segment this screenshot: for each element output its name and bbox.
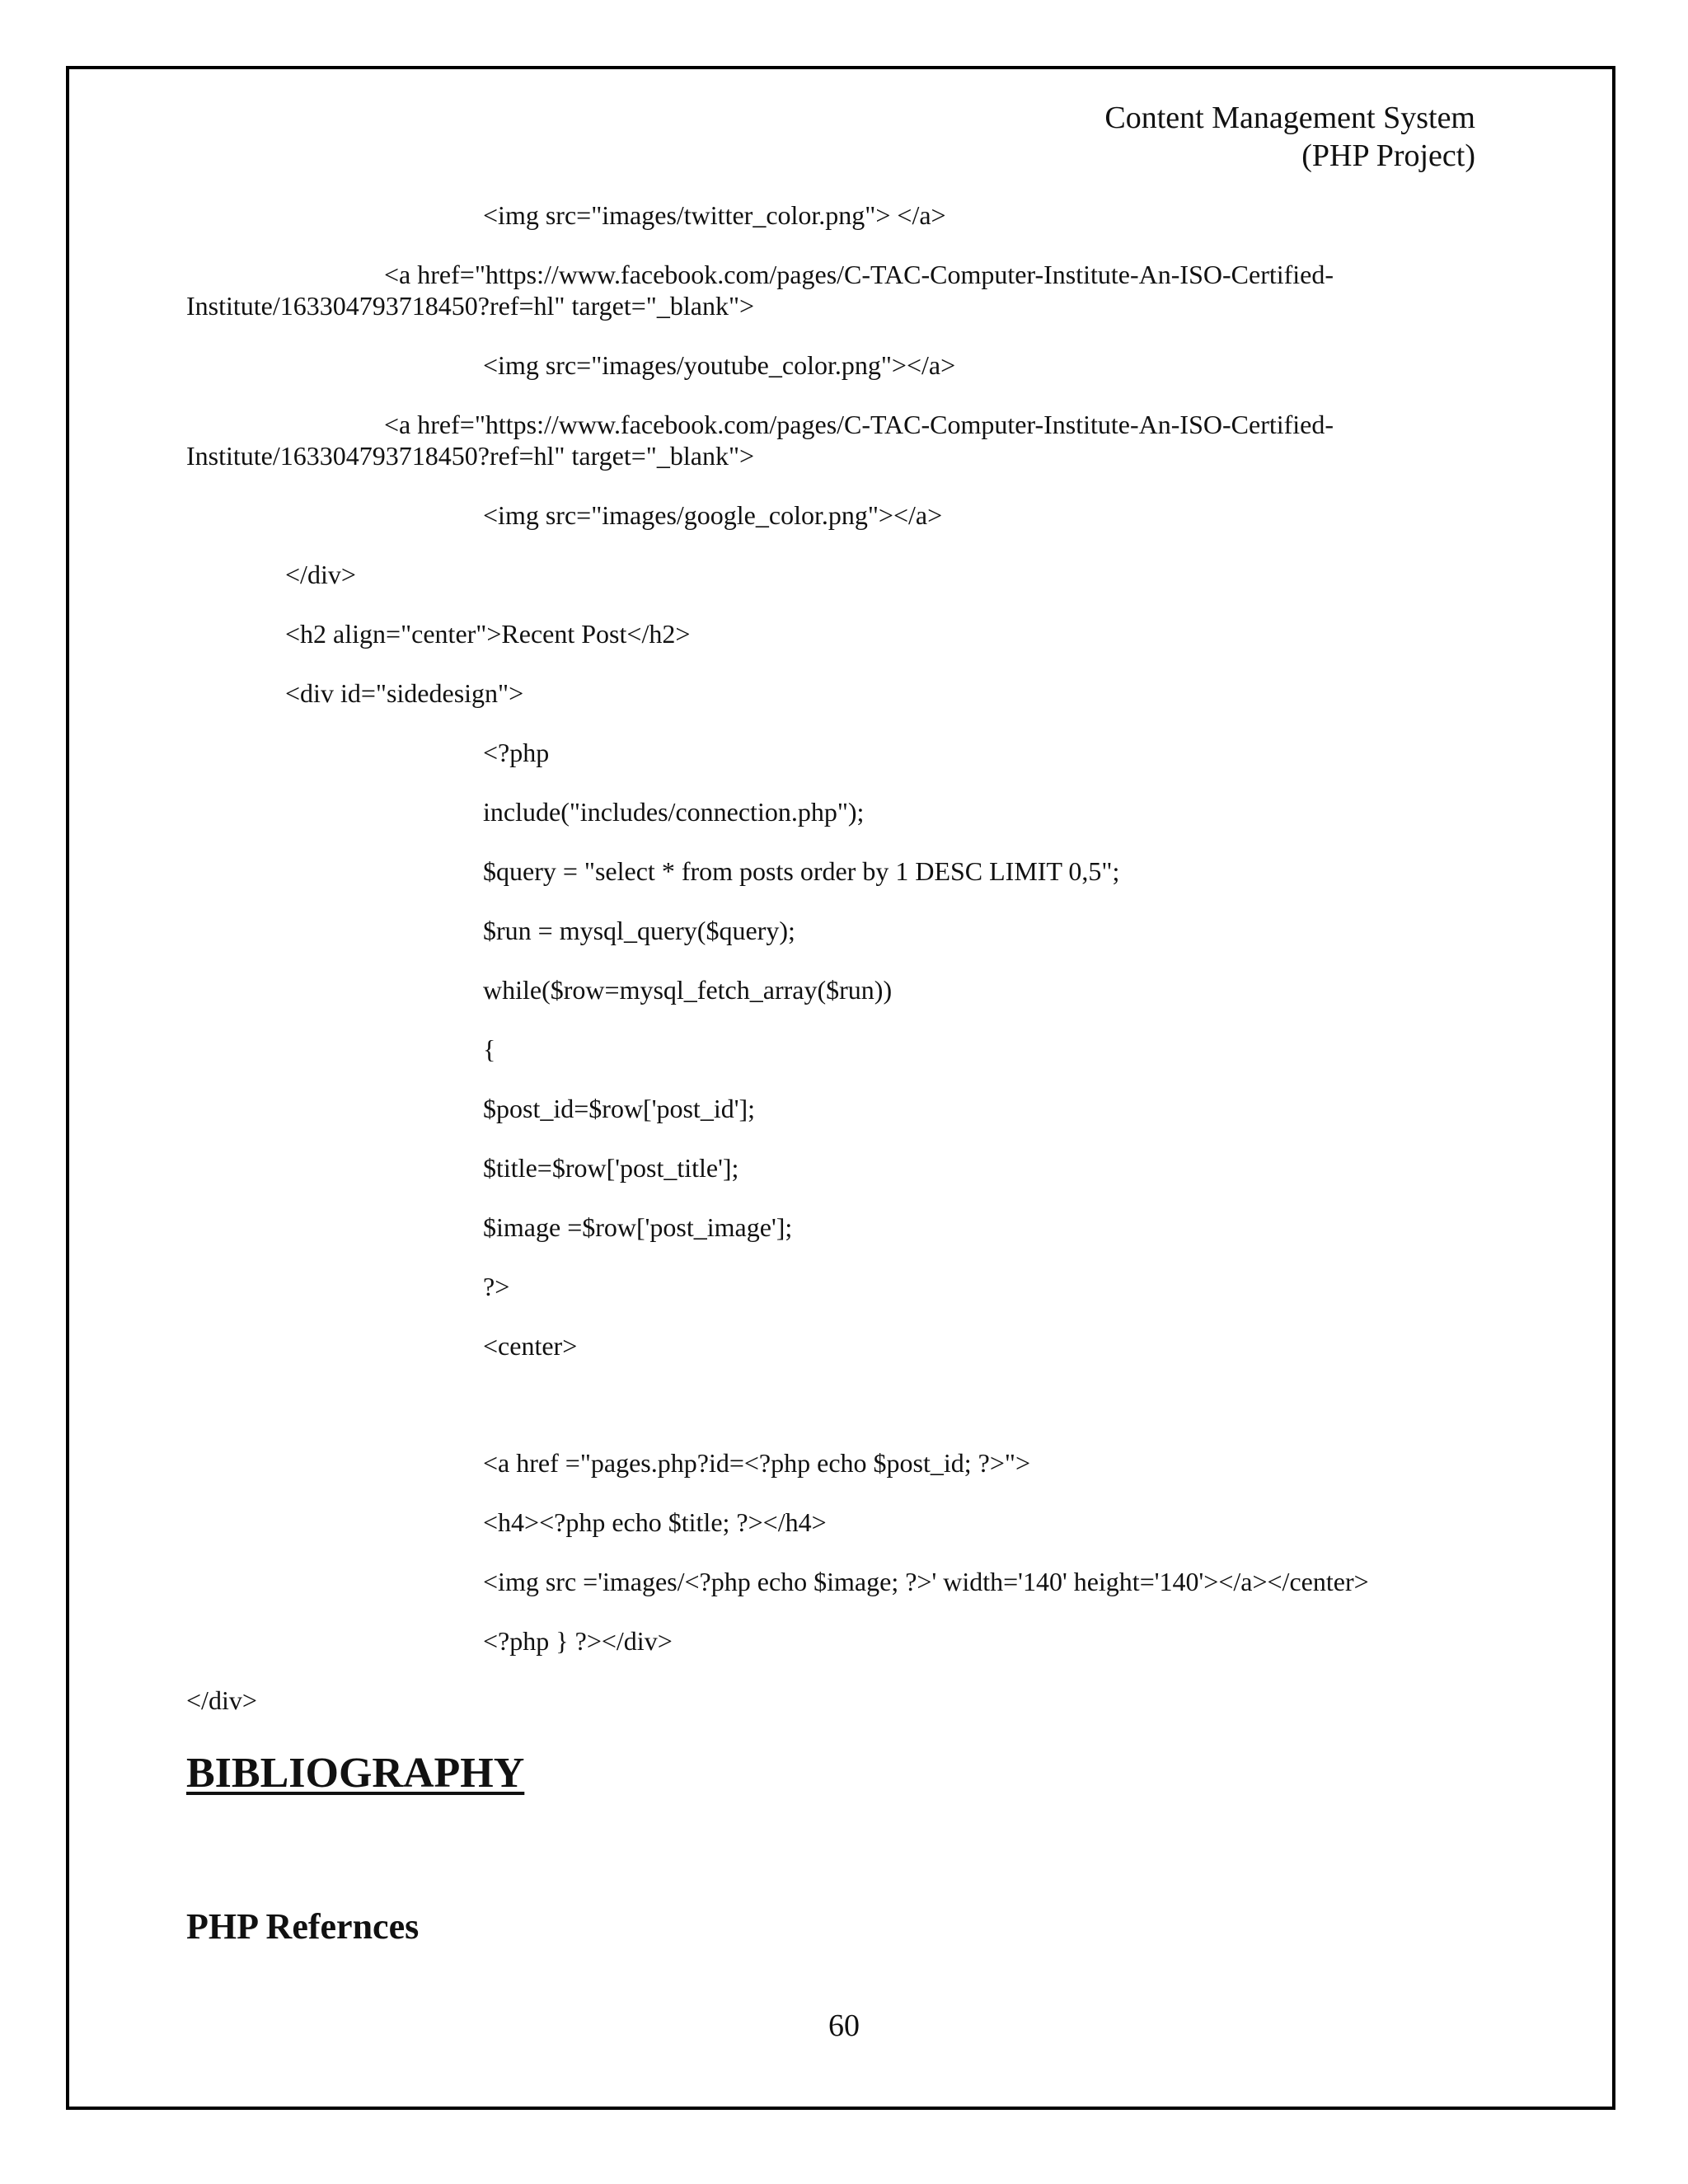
code-line: $run = mysql_query($query); [483,916,795,945]
code-line: while($row=mysql_fetch_array($run)) [483,975,893,1005]
code-line: $post_id=$row['post_id']; [483,1094,756,1123]
code-line: <a href="https://www.facebook.com/pages/C-TAC-Computer-Institute-An-ISO-Certified- [384,410,1334,439]
header-subtitle: (PHP Project) [1301,138,1475,173]
code-line: Institute/163304793718450?ref=hl" target="_blank"> [186,441,755,471]
code-line: </div> [186,1685,257,1715]
code-line: <a href ="pages.php?id=<?php echo $post_id; ?>"> [483,1448,1031,1478]
header-title: Content Management System [1104,101,1475,135]
code-line: <a href="https://www.facebook.com/pages/C-TAC-Computer-Institute-An-ISO-Certified- [384,260,1334,289]
code-line: ?> [483,1272,510,1301]
code-line: $title=$row['post_title']; [483,1153,739,1183]
php-references-heading: PHP Refernces [186,1906,420,1947]
code-line: include("includes/connection.php"); [483,797,865,827]
code-line: <h2 align="center">Recent Post</h2> [285,619,691,649]
page-number: 60 [828,2008,860,2043]
bibliography-heading: BIBLIOGRAPHY [186,1750,525,1797]
code-line: $query = "select * from posts order by 1 DESC LIMIT 0,5"; [483,856,1120,886]
code-line: <?php [483,738,550,767]
code-line: <?php } ?></div> [483,1626,673,1656]
code-line: </div> [285,560,356,589]
code-line: { [483,1034,496,1064]
code-line: <h4><?php echo $title; ?></h4> [483,1507,827,1537]
code-line: <center> [483,1331,578,1361]
code-line: $image =$row['post_image']; [483,1212,793,1242]
code-line: <img src="images/twitter_color.png"> </a> [483,200,946,230]
code-line: Institute/163304793718450?ref=hl" target="_blank"> [186,291,755,321]
code-line: <img src ='images/<?php echo $image; ?>' width='140' height='140'></a></center> [483,1567,1369,1596]
code-line: <img src="images/google_color.png"></a> [483,500,943,530]
code-line: <img src="images/youtube_color.png"></a> [483,350,956,380]
code-line: <div id="sidedesign"> [285,678,524,708]
